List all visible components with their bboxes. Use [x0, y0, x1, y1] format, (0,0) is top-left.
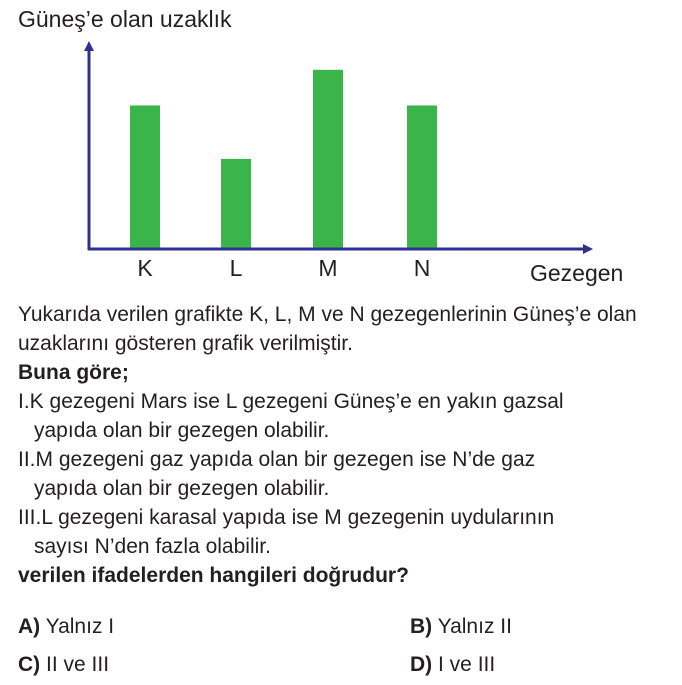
y-axis-label: Güneş’e olan uzaklık: [18, 6, 232, 32]
bar-l: [221, 159, 251, 248]
option-a-text: Yalnız I: [45, 615, 115, 638]
statement-1-line-1: I.K gezegeni Mars ise L gezegeni Güneş’e en yakın gazsal: [18, 390, 564, 413]
statement-2-line-1: II.M gezegeni gaz yapıda olan bir gezegen ise N’de gaz: [18, 448, 536, 471]
option-c[interactable]: [18, 653, 109, 677]
option-c-text: II ve III: [46, 653, 110, 676]
option-a[interactable]: [18, 615, 114, 639]
bar-n: [407, 105, 437, 248]
x-tick-label-n: N: [413, 255, 431, 281]
option-a-letter: A): [18, 615, 41, 638]
option-c-letter: C): [18, 653, 41, 676]
statement-3-line-2: sayısı N’den fazla olabilir.: [34, 535, 271, 558]
statement-3-line-1: III.L gezegeni karasal yapıda ise M gezegenin uydularının: [18, 506, 555, 529]
bar-m: [313, 70, 343, 248]
option-b-text: Yalnız II: [437, 615, 512, 638]
question-lead: Buna göre;: [18, 361, 129, 384]
x-tick-label-k: K: [137, 255, 153, 281]
option-b-letter: B): [410, 615, 433, 638]
option-d-text: I ve III: [438, 653, 496, 676]
x-tick-label-l: L: [229, 255, 243, 281]
question-text: [18, 300, 678, 590]
option-d[interactable]: [410, 653, 495, 677]
option-d-letter: D): [410, 653, 433, 676]
question-intro: Yukarıda verilen grafikte K, L, M ve N gezegenlerinin Güneş’e olan uzaklarını gösteren grafik verilmiştir.: [18, 303, 637, 355]
question-prompt: verilen ifadelerden hangileri doğrudur?: [18, 564, 409, 587]
x-axis-label: Gezegen: [530, 260, 624, 286]
statement-2-line-2: yapıda olan bir gezegen olabilir.: [34, 477, 330, 500]
x-tick-label-m: M: [318, 255, 338, 281]
option-b[interactable]: [410, 615, 512, 639]
statement-1-line-2: yapıda olan bir gezegen olabilir.: [34, 419, 330, 442]
bar-chart: [0, 0, 682, 300]
bar-k: [130, 105, 160, 248]
